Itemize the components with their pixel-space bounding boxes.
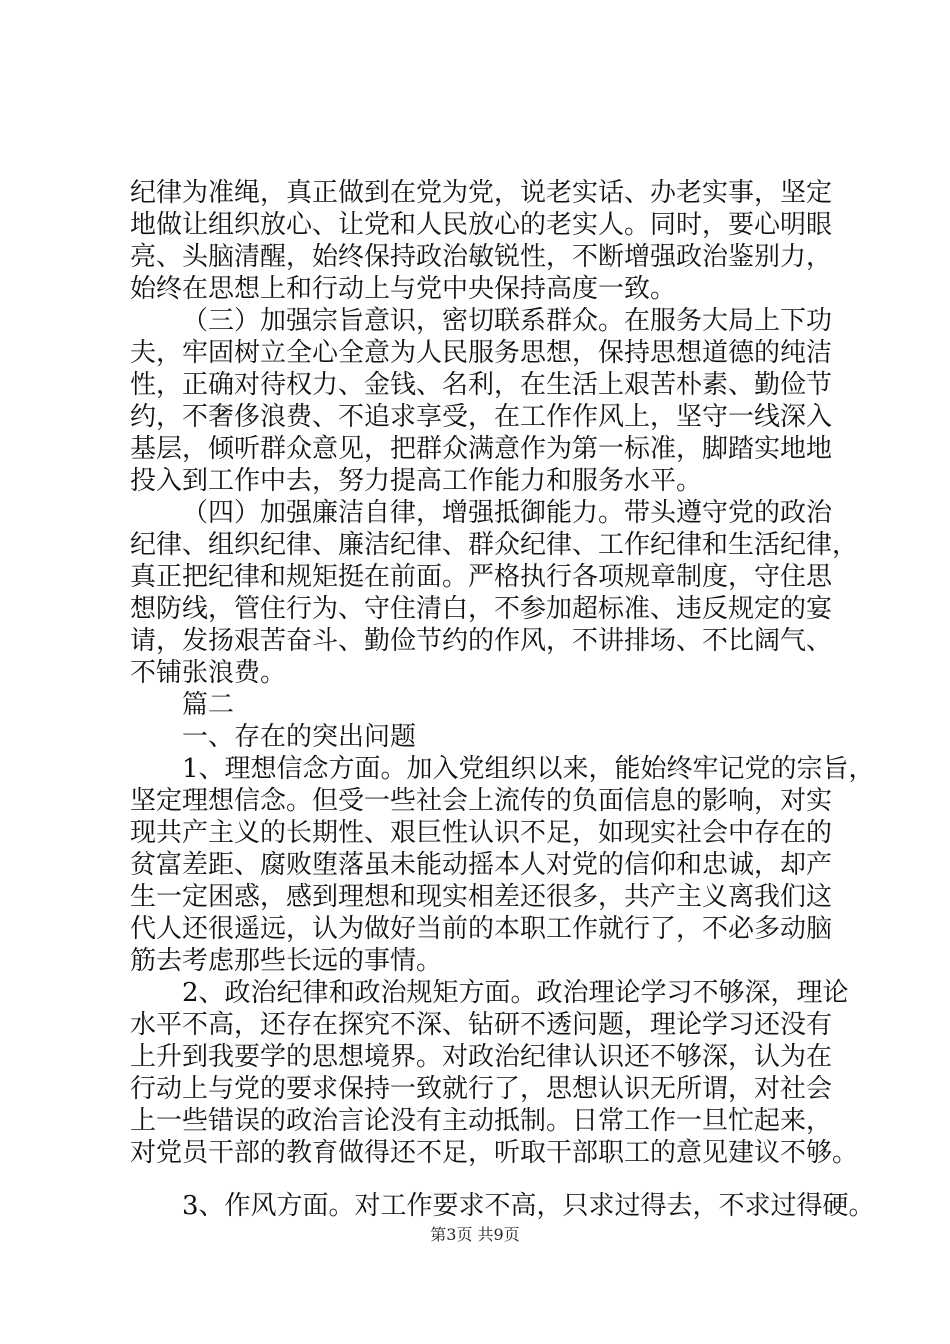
text-line: 始终在思想上和行动上与党中央保持高度一致。: [130, 274, 677, 304]
text-line: 2、政治纪律和政治规矩方面。政治理论学习不够深，理论: [182, 978, 849, 1008]
text-line: 请，发扬艰苦奋斗、勤俭节约的作风，不讲排场、不比阔气、: [130, 626, 833, 656]
text-line: 现共产主义的长期性、艰巨性认识不足，如现实社会中存在的: [130, 818, 833, 848]
text-line: 纪律、组织纪律、廉洁纪律、群众纪律、工作纪律和生活纪律，: [130, 530, 859, 560]
text-line: 贫富差距、腐败堕落虽未能动摇本人对党的信仰和忠诚，却产: [130, 850, 833, 880]
section-heading: 一、存在的突出问题: [182, 722, 417, 752]
text-line: 行动上与党的要求保持一致就行了，思想认识无所谓，对社会: [130, 1074, 833, 1104]
text-line: 坚定理想信念。但受一些社会上流传的负面信息的影响，对实: [130, 786, 833, 816]
text-line: 约，不奢侈浪费、不追求享受，在工作作风上，坚守一线深入: [130, 402, 833, 432]
text-line: 纪律为准绳，真正做到在党为党，说老实话、办老实事，坚定: [130, 178, 833, 208]
text-line: 亮、头脑清醒，始终保持政治敏锐性，不断增强政治鉴别力，: [130, 242, 833, 272]
text-line: 上升到我要学的思想境界。对政治纪律认识还不够深，认为在: [130, 1042, 833, 1072]
text-line: 上一些错误的政治言论没有主动抵制。日常工作一旦忙起来，: [130, 1106, 833, 1136]
text-line: 不铺张浪费。: [130, 658, 287, 688]
text-line: 地做让组织放心、让党和人民放心的老实人。同时，要心明眼: [130, 210, 833, 240]
text-line: 投入到工作中去，努力提高工作能力和服务水平。: [130, 466, 703, 496]
text-line: 真正把纪律和规矩挺在前面。严格执行各项规章制度，守住思: [130, 562, 833, 592]
text-line: 性，正确对待权力、金钱、名利，在生活上艰苦朴素、勤俭节: [130, 370, 833, 400]
text-line: 想防线，管住行为、守住清白，不参加超标准、违反规定的宴: [130, 594, 833, 624]
text-line: 筋去考虑那些长远的事情。: [130, 946, 443, 976]
text-line: （四）加强廉洁自律，增强抵御能力。带头遵守党的政治: [182, 498, 833, 528]
section-heading: 篇二: [182, 690, 235, 720]
text-line: 水平不高，还存在探究不深、钻研不透问题，理论学习还没有: [130, 1010, 833, 1040]
text-line: （三）加强宗旨意识，密切联系群众。在服务大局上下功: [182, 306, 833, 336]
text-line: 代人还很遥远，认为做好当前的本职工作就行了，不必多动脑: [130, 914, 833, 944]
text-line: 3、作风方面。对工作要求不高，只求过得去，不求过得硬。: [182, 1191, 875, 1221]
text-line: 基层，倾听群众意见，把群众满意作为第一标准，脚踏实地地: [130, 434, 833, 464]
text-line: 对党员干部的教育做得还不足，听取干部职工的意见建议不够。: [130, 1138, 859, 1168]
page-number-footer: 第3页 共9页: [430, 1225, 520, 1244]
text-line: 夫，牢固树立全心全意为人民服务思想，保持思想道德的纯洁: [130, 338, 833, 368]
text-line: 生一定困惑，感到理想和现实相差还很多，共产主义离我们这: [130, 882, 833, 912]
text-line: 1、理想信念方面。加入党组织以来，能始终牢记党的宗旨，: [182, 754, 875, 784]
